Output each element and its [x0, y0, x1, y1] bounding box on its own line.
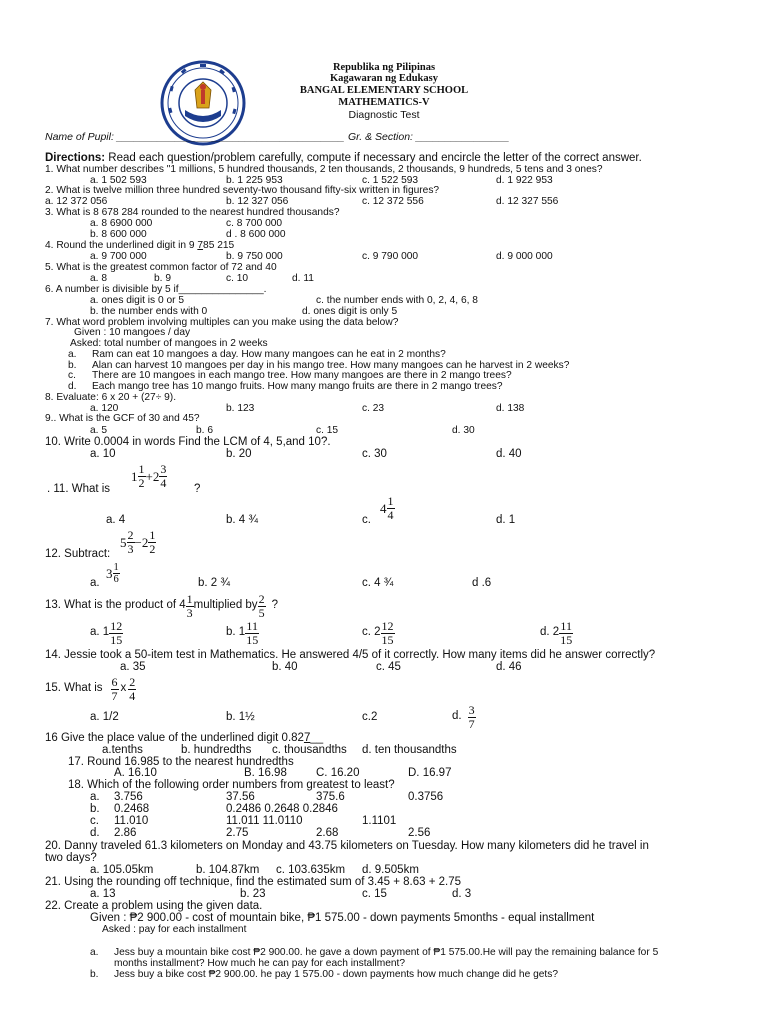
q4-option-d[interactable]: d. 9 000 000: [496, 251, 553, 262]
q22-option-a-line2[interactable]: months installment? How much he can pay for each installment?: [114, 958, 406, 969]
q10-option-c[interactable]: c. 30: [362, 448, 387, 460]
q4-option-b[interactable]: b. 9 750 000: [226, 251, 283, 262]
q13-b-num: 11: [246, 619, 258, 633]
q15-option-d[interactable]: [452, 704, 476, 730]
q8-question: 8. Evaluate: 6 x 20 + (27÷ 9).: [45, 392, 177, 403]
q12-num-2: 1: [149, 528, 156, 542]
q4-text-end: 85 215: [203, 240, 235, 251]
q18-option-c[interactable]: 11.010: [114, 815, 149, 827]
q8-option-d[interactable]: d. 138: [496, 403, 525, 414]
q18-question: 18. Which of the following order numbers from greatest to least?: [68, 779, 395, 791]
header-subject: MATHEMATICS-V: [338, 97, 430, 108]
q7-option-c[interactable]: There are 10 mangoes in each mango tree. How many mangoes are there in 2 mango trees?: [92, 370, 512, 381]
q7-option-d[interactable]: Each mango tree has 10 mango fruits. How many mango fruits are there in 2 mango trees?: [92, 381, 503, 392]
q18-label-d: d.: [90, 827, 100, 839]
q4-text: 4. Round the underlined digit in 9: [45, 240, 198, 251]
q12-option-d[interactable]: d .6: [472, 577, 492, 589]
q11-num-1: 1: [138, 462, 145, 476]
q5-option-b[interactable]: b. 9: [154, 273, 171, 284]
q22-question: 22. Create a problem using the given data.: [45, 900, 263, 912]
q15-d-num: 3: [468, 703, 475, 717]
q22-label-b: b.: [90, 969, 99, 980]
q9-option-c[interactable]: c. 15: [316, 425, 339, 436]
q2-option-d[interactable]: d. 12 327 556: [496, 196, 559, 207]
q4-underlined-digit: 7: [197, 240, 204, 251]
q13-den-1: 3: [186, 605, 193, 620]
q11-option-c-label[interactable]: c.: [362, 514, 371, 526]
q13-option-c[interactable]: [362, 620, 395, 646]
q22-asked: Asked : pay for each installment: [102, 924, 247, 935]
q13-num-2: 2: [258, 592, 265, 606]
q12-a-den: 6: [113, 574, 119, 586]
q18-label-a: a.: [90, 791, 100, 803]
q2-option-c[interactable]: c. 12 372 556: [362, 196, 424, 207]
q22-option-a[interactable]: Jess buy a mountain bike cost ₱2 900.00. he gave a down payment of ₱1 575.00.He will pay the remaining balance for 5: [114, 947, 659, 958]
q10-option-b[interactable]: b. 20: [226, 448, 252, 460]
q20-option-a[interactable]: a. 105.05km: [90, 864, 154, 876]
q15-num-1: 6: [111, 675, 118, 689]
q12-expression: [120, 529, 156, 555]
q15-num-2: 2: [129, 675, 136, 689]
q7-question: 7. What word problem involving multiples can you make using the data below?: [45, 317, 399, 328]
q15-operator: x: [120, 682, 127, 695]
q12-den-2: 2: [149, 541, 156, 556]
q21-option-b[interactable]: b. 23: [240, 888, 266, 900]
q11-question: . 11. What is: [47, 483, 111, 495]
q15-d-label: d.: [452, 710, 462, 723]
q7-option-a[interactable]: Ram can eat 10 mangoes a day. How many mangoes can he eat in 2 months?: [92, 349, 446, 360]
q2-option-a[interactable]: a. 12 372 056: [45, 196, 108, 207]
q5-question: 5. What is the greatest common factor of 72 and 40: [45, 262, 277, 273]
q4-question: [45, 241, 234, 251]
q11-operator: +: [145, 468, 153, 484]
q12-operator: −: [134, 534, 142, 550]
q18-b-col2: 0.2486 0.2648 0.2846: [226, 803, 338, 815]
q1-option-a[interactable]: a. 1 502 593: [90, 175, 147, 186]
q13-d-den: 15: [560, 632, 573, 647]
q22-option-b[interactable]: Jess buy a bike cost ₱2 900.00. he pay 1 575.00 - down payments how much change did he gets?: [114, 969, 559, 980]
directions: [45, 153, 642, 165]
q11-c-den: 4: [387, 507, 394, 522]
q20-option-c[interactable]: c. 103.635km: [276, 864, 346, 876]
q13-option-a[interactable]: [90, 620, 123, 646]
q21-option-a[interactable]: a. 13: [90, 888, 116, 900]
q1-option-c[interactable]: c. 1 522 593: [362, 175, 419, 186]
q15-option-a[interactable]: a. 1/2: [90, 711, 119, 723]
q20-option-d[interactable]: d. 9.505km: [362, 864, 419, 876]
q12-num-1: 2: [127, 528, 134, 542]
q14-option-b[interactable]: b. 40: [272, 661, 298, 673]
q13-d-label: d. 2: [540, 626, 560, 639]
q22-given: Given : ₱2 900.00 - cost of mountain bike, ₱1 575.00 - down payments 5months - equal installment: [90, 912, 595, 924]
q18-a-col4: 0.3756: [408, 791, 444, 803]
q11-option-c[interactable]: [380, 495, 395, 521]
q1-question: 1. What number describes "1 millions, 5 hundred thousands, 2 ten thousands, 2 thousands, 9 hundreds, 5 tens and 3 ones?: [45, 164, 603, 175]
q2-option-b[interactable]: b. 12 327 056: [226, 196, 289, 207]
q6-option-d[interactable]: d. ones digit is only 5: [302, 306, 398, 317]
q13-c-den: 15: [381, 632, 394, 647]
q18-label-c: c.: [90, 815, 99, 827]
q15-den-2: 4: [129, 688, 136, 703]
q3-question: 3. What is 8 678 284 rounded to the nearest hundred thousands?: [45, 207, 340, 218]
q20-question-line2: two days?: [45, 852, 97, 864]
q16-text-end: __: [310, 732, 324, 744]
q15-d-den: 7: [468, 716, 475, 731]
q18-c-col3: 1.1101: [362, 815, 397, 827]
q16-option-c[interactable]: c. thousandths: [272, 744, 347, 756]
name-field-label: Name of Pupil: _______________________________________: [45, 131, 345, 143]
q13-c-label: c. 2: [362, 626, 381, 639]
q18-option-b[interactable]: 0.2468: [114, 803, 150, 815]
q12-whole-1: 5: [120, 534, 127, 550]
q6-question: 6. A number is divisible by 5 if_______________.: [45, 284, 267, 295]
q16-question: [45, 733, 323, 745]
q1-option-b[interactable]: b. 1 225 953: [226, 175, 283, 186]
q16-option-d[interactable]: d. ten thousandths: [362, 744, 457, 756]
q11-c-whole: 4: [380, 500, 387, 516]
q7-label-c: c.: [68, 370, 76, 381]
q16-option-b[interactable]: b. hundredths: [181, 744, 252, 756]
q8-option-c[interactable]: c. 23: [362, 403, 385, 414]
q13-a-label: a. 1: [90, 626, 110, 639]
header-test: Diagnostic Test: [348, 109, 420, 121]
q15-option-c[interactable]: c.2: [362, 711, 378, 723]
q14-option-d[interactable]: d. 46: [496, 661, 522, 673]
q13-option-d[interactable]: [540, 620, 573, 646]
q7-given: Given : 10 mangoes / day: [74, 327, 191, 338]
q12-option-c[interactable]: c. 4 ¾: [362, 577, 394, 589]
q13-text-mid: multiplied by: [193, 599, 258, 612]
q21-option-d[interactable]: d. 3: [452, 888, 472, 900]
q14-option-c[interactable]: c. 45: [376, 661, 401, 673]
section-field-label: Gr. & Section: ________________: [348, 131, 510, 143]
q13-option-b[interactable]: [226, 620, 259, 646]
q12-option-b[interactable]: b. 2 ¾: [198, 577, 230, 589]
q18-a-col3: 375.6: [316, 791, 345, 803]
q7-label-d: d.: [68, 381, 77, 392]
q15-den-1: 7: [111, 688, 118, 703]
q11-expression: [131, 463, 167, 489]
q3-option-b[interactable]: b. 8 600 000: [90, 229, 147, 240]
q12-whole-2: 2: [141, 534, 149, 550]
q13-c-num: 12: [381, 619, 394, 633]
q7-label-a: a.: [68, 349, 77, 360]
directions-label: Directions:: [45, 152, 106, 164]
q4-option-a[interactable]: a. 9 700 000: [90, 251, 147, 262]
q13-question-mark: ?: [271, 599, 278, 612]
header-republic: Republika ng Pilipinas: [332, 62, 436, 73]
q18-c-col2: 11.011 11.0110: [226, 815, 303, 827]
q22-label-a: a.: [90, 947, 99, 958]
header-school: BANGAL ELEMENTARY SCHOOL: [299, 85, 469, 96]
q6-option-a[interactable]: a. ones digit is 0 or 5: [90, 295, 185, 306]
q11-option-d[interactable]: d. 1: [496, 514, 516, 526]
q18-d-col3: 2.68: [316, 827, 339, 839]
q9-option-d[interactable]: d. 30: [452, 425, 475, 436]
q2-question: 2. What is twelve million three hundred seventy-two thousand fifty-six written in figures?: [45, 185, 440, 196]
q20-option-b[interactable]: b. 104.87km: [196, 864, 260, 876]
q15-option-b[interactable]: b. 1½: [226, 711, 255, 723]
q17-option-d[interactable]: D. 16.97: [408, 767, 452, 779]
q20-question: 20. Danny traveled 61.3 kilometers on Monday and 43.75 kilometers on Tuesday. How many kilometers did he travel in: [45, 840, 649, 852]
q16-text: 16 Give the place value of the underlined digit 0.82: [45, 732, 304, 744]
q21-question: 21. Using the rounding off technique, find the estimated sum of 3.45 + 8.63 + 2.75: [45, 876, 461, 888]
q12-den-1: 3: [127, 541, 134, 556]
q15-question: [45, 676, 136, 702]
q7-label-b: b.: [68, 360, 77, 371]
q7-option-b[interactable]: Alan can harvest 10 mangoes per day in his mango tree. How many mangoes can he harvest in 2 weeks?: [92, 360, 570, 371]
q3-option-a[interactable]: a. 8 6900 000: [90, 218, 153, 229]
q17-option-a[interactable]: A. 16.10: [114, 767, 157, 779]
q14-option-a[interactable]: a. 35: [120, 661, 146, 673]
q1-option-d[interactable]: d. 1 922 953: [496, 175, 553, 186]
q18-option-a[interactable]: 3.756: [114, 791, 143, 803]
q12-option-a-label[interactable]: a.: [90, 577, 100, 589]
q11-whole-2: 2: [152, 468, 160, 484]
q14-question: 14. Jessie took a 50-item test in Mathematics. He answered 4/5 of it correctly. How many items did he answer correctly?: [45, 649, 656, 661]
q3-option-c[interactable]: c. 8 700 000: [226, 218, 283, 229]
q11-c-num: 1: [387, 494, 394, 508]
q17-option-c[interactable]: C. 16.20: [316, 767, 360, 779]
q8-option-a[interactable]: a. 120: [90, 403, 119, 414]
q10-option-a[interactable]: a. 10: [90, 448, 116, 460]
q9-question: 9.. What is the GCF of 30 and 45?: [45, 413, 200, 424]
directions-text: Read each question/problem carefully, compute if necessary and encircle the letter of the correct answer.: [105, 152, 642, 164]
q13-num-1: 1: [186, 592, 193, 606]
q12-a-num: 1: [113, 562, 119, 573]
q18-option-d[interactable]: 2.86: [114, 827, 137, 839]
q13-a-den: 15: [110, 632, 123, 647]
q17-option-b[interactable]: B. 16.98: [244, 767, 287, 779]
q12-a-whole: 3: [106, 566, 113, 582]
q8-option-b[interactable]: b. 123: [226, 403, 255, 414]
q9-option-b[interactable]: b. 6: [196, 425, 213, 436]
q16-option-a[interactable]: a.tenths: [102, 744, 143, 756]
q5-option-c[interactable]: c. 10: [226, 273, 249, 284]
q9-option-a[interactable]: a. 5: [90, 425, 107, 436]
q12-question: 12. Subtract:: [45, 548, 111, 560]
q10-question: 10. Write 0.0004 in words Find the LCM of 4, 5,and 10?.: [45, 436, 331, 448]
q4-option-c[interactable]: c. 9 790 000: [362, 251, 419, 262]
q16-underlined-digit: 7: [303, 732, 311, 744]
q11-num-2: 3: [160, 462, 167, 476]
q18-a-col2: 37.56: [226, 791, 255, 803]
q7-asked: Asked: total number of mangoes in 2 weeks: [70, 338, 268, 349]
q13-question: [45, 593, 278, 619]
q13-den-2: 5: [258, 605, 265, 620]
q17-question: 17. Round 16.985 to the nearest hundredths: [68, 756, 294, 768]
q11-den-1: 2: [138, 475, 145, 490]
q18-d-col2: 2.75: [226, 827, 249, 839]
q18-label-b: b.: [90, 803, 100, 815]
q6-option-c[interactable]: c. the number ends with 0, 2, 4, 6, 8: [316, 295, 478, 306]
q5-option-a[interactable]: a. 8: [90, 273, 107, 284]
q13-text: 13. What is the product of 4: [45, 599, 186, 612]
q11-option-a[interactable]: a. 4: [106, 514, 126, 526]
header-department: Kagawaran ng Edukasy: [330, 73, 438, 84]
q12-option-a[interactable]: [106, 562, 120, 585]
q13-b-label: b. 1: [226, 626, 246, 639]
q11-question-mark: ?: [194, 483, 201, 495]
q13-b-den: 15: [246, 632, 259, 647]
q13-a-num: 12: [110, 619, 123, 633]
q15-text: 15. What is: [45, 682, 103, 695]
q5-option-d[interactable]: d. 11: [292, 273, 314, 284]
q11-whole-1: 1: [131, 468, 138, 484]
q13-d-num: 11: [560, 619, 572, 633]
q21-option-c[interactable]: c. 15: [362, 888, 387, 900]
q11-option-b[interactable]: b. 4 ¾: [226, 514, 258, 526]
q3-option-d[interactable]: d . 8 600 000: [226, 229, 286, 240]
q10-option-d[interactable]: d. 40: [496, 448, 522, 460]
q18-d-col4: 2.56: [408, 827, 431, 839]
q6-option-b[interactable]: b. the number ends with 0: [90, 306, 208, 317]
q11-den-2: 4: [160, 475, 167, 490]
